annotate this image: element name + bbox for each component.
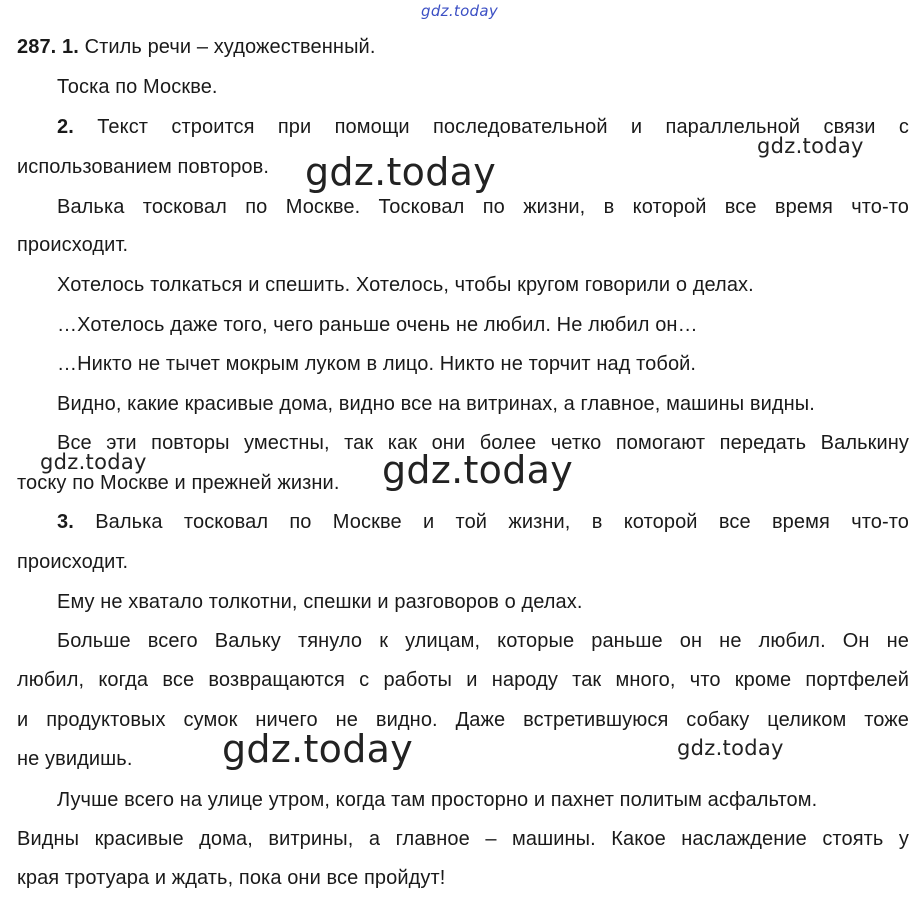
line-21: Видны красивые дома, витрины, а главное – машины. Какое наслаждение стоять у	[17, 828, 909, 850]
watermark-3: gdz.today	[40, 450, 147, 474]
line-19: не увидишь.	[17, 748, 133, 770]
line-5: Валька тосковал по Москве. Тосковал по жизни, в которой все время что-то	[57, 196, 909, 218]
line-10: Видно, какие красивые дома, видно все на витринах, а главное, машины видны.	[57, 393, 815, 415]
line-13	[57, 510, 909, 534]
line-1	[17, 35, 375, 59]
line-9: …Никто не тычет мокрым луком в лицо. Никто не торчит над тобой.	[57, 353, 697, 375]
watermark-top: gdz.today	[421, 2, 499, 20]
line-13-text: Валька тосковал по Москве и той жизни, в которой все время что-то	[95, 511, 909, 533]
watermark-5: gdz.today	[222, 727, 414, 771]
item-1-number: 1.	[62, 36, 79, 58]
line-2: Тоска по Москве.	[57, 76, 218, 98]
line-22: края тротуара и ждать, пока они все пройдут!	[17, 867, 446, 889]
line-6: происходит.	[17, 234, 129, 256]
task-number: 287.	[17, 36, 57, 58]
line-14: происходит.	[17, 551, 129, 573]
watermark-4: gdz.today	[382, 448, 574, 492]
line-1-text: Стиль речи – художественный.	[84, 36, 376, 58]
line-7: Хотелось толкаться и спешить. Хотелось, чтобы кругом говорили о делах.	[57, 274, 754, 296]
watermark-2: gdz.today	[757, 134, 864, 158]
line-17: любил, когда все возвращаются с работы и народу так много, что кроме портфелей	[17, 669, 909, 691]
line-12: тоску по Москве и прежней жизни.	[17, 472, 340, 494]
line-20: Лучше всего на улице утром, когда там просторно и пахнет политым асфальтом.	[57, 789, 818, 811]
line-8: …Хотелось даже того, чего раньше очень не любил. Не любил он…	[57, 314, 698, 336]
watermark-1: gdz.today	[305, 150, 497, 194]
line-3-text: Текст строится при помощи последовательной и параллельной связи с	[97, 116, 909, 138]
line-15: Ему не хватало толкотни, спешки и разговоров о делах.	[57, 591, 583, 613]
line-16: Больше всего Вальку тянуло к улицам, которые раньше он не любил. Он не	[57, 630, 909, 652]
line-11: Все эти повторы уместны, так как они более четко помогают передать Валькину	[57, 432, 909, 454]
line-4: использованием повторов.	[17, 156, 270, 178]
line-18: и продуктовых сумок ничего не видно. Даже встретившуюся собаку целиком тоже	[17, 709, 909, 731]
item-2-number: 2.	[57, 116, 74, 138]
item-3-number: 3.	[57, 511, 74, 533]
watermark-6: gdz.today	[677, 736, 784, 760]
